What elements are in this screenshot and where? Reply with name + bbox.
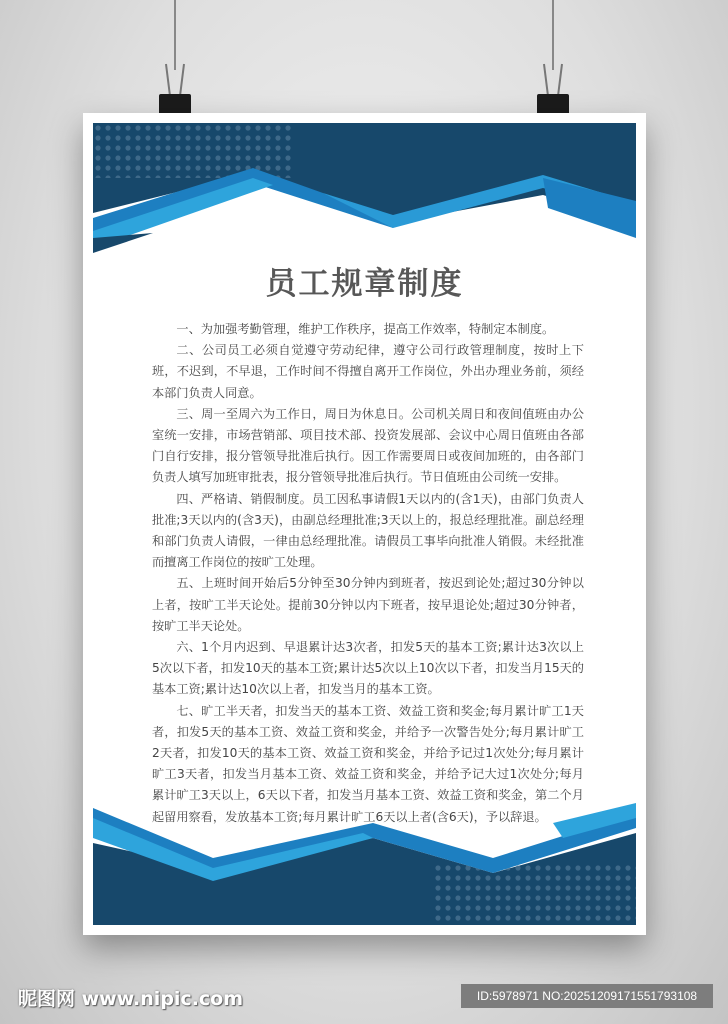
image-id-label: ID:5978971 NO:20251209171551793108 — [461, 984, 713, 1008]
paragraph: 四、严格请、销假制度。员工因私事请假1天以内的(含1天)，由部门负责人批准;3天以内的(含3天)，由副总经理批准;3天以上的，报总经理批准。副总经理和部门负责人请假，一律由总经理批准。请假员工事毕向批准人销假。未经批准而擅离工作岗位的按旷工处理。 — [152, 491, 584, 570]
paragraph: 五、上班时间开始后5分钟至30分钟内到班者，按迟到论处;超过30分钟以上者，按旷工半天论处。提前30分钟以内下班者，按早退论处;超过30分钟者，按旷工半天论处。 — [152, 576, 584, 633]
paragraph: 一、为加强考勤管理，维护工作秩序，提高工作效率，特制定本制度。 — [176, 322, 555, 336]
binder-clip-left-icon — [158, 62, 192, 116]
hanging-wire-right — [552, 0, 554, 70]
regulations-body — [152, 319, 584, 828]
paragraph: 二、公司员工必须自觉遵守劳动纪律，遵守公司行政管理制度，按时上下班，不迟到，不早退，工作时间不得擅自离开工作岗位，外出办理业务前，须经本部门负责人同意。 — [152, 343, 584, 400]
binder-clip-right-icon — [536, 62, 570, 116]
paragraph: 六、1个月内迟到、早退累计达3次者，扣发5天的基本工资;累计达3次以上5次以下者，扣发10天的基本工资;累计达5次以上10次以下者，扣发当月15天的基本工资;累计达10次以上者，扣发当月的基本工资。 — [152, 640, 584, 697]
poster — [83, 113, 646, 935]
top-banner-decoration — [93, 123, 636, 253]
bottom-banner-decoration — [93, 803, 636, 925]
paragraph: 三、周一至周六为工作日，周日为休息日。公司机关周日和夜间值班由办公室统一安排，市场营销部、项目技术部、投资发展部、会议中心周日值班由各部门自行安排，报分管领导批准后执行。因工作需要周日或夜间加班的，由各部门负责人填写加班审批表，报分管领导批准后执行。节日值班由公司统一安排。 — [152, 406, 584, 485]
hanging-wire-left — [174, 0, 176, 70]
page-title: 员工规章制度 — [265, 266, 464, 302]
paragraph: 七、旷工半天者，扣发当天的基本工资、效益工资和奖金;每月累计旷工1天者，扣发5天的基本工资、效益工资和奖金，并给予一次警告处分;每月累计旷工2天者，扣发10天的基本工资、效益工资和奖金，并给予记过1次处分;每月累计旷工3天者，扣发当月基本工资、效益工资和奖金，并给予记大过1次处分;每月累计旷工3天以上，6天以下者，扣发当月基本工资、效益工资和奖金，第二个月起留用察看，发放基本工资;每月累计旷工6天以上者(含6天)，予以辞退。 — [152, 703, 584, 824]
nipic-watermark-logo: 昵图网 www.nipic.com — [18, 988, 244, 1010]
